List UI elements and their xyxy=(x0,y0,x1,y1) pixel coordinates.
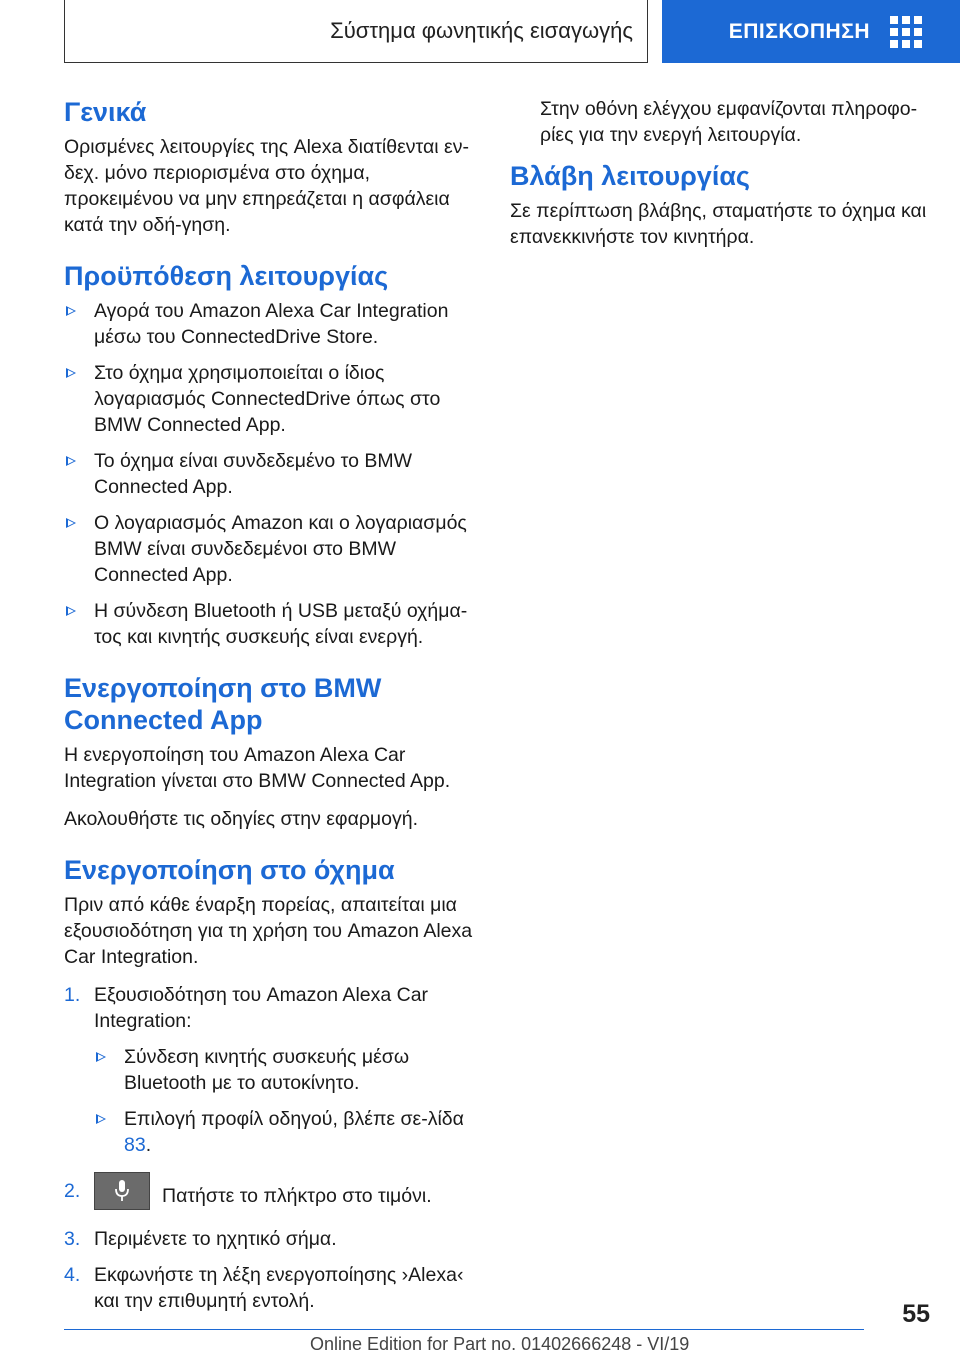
triangle-bullet-icon xyxy=(66,518,76,528)
section-activation-app xyxy=(64,672,482,832)
step-2: 2. Πατήστε το πλήκτρο στο τιμόνι. xyxy=(64,1178,482,1216)
list-item: Ο λογαριασμός Amazon και ο λογαριασμός BMW είναι συνδεδεμένοι στο BMW Connected App. xyxy=(64,510,482,588)
step-number: 3. xyxy=(64,1228,81,1250)
left-column xyxy=(64,96,482,1336)
step-list xyxy=(64,982,482,1314)
list-item: Η σύνδεση Bluetooth ή USB μεταξύ οχήμα-τος και κινητής συσκευής είναι ενεργή. xyxy=(64,598,482,650)
heading-prerequisites: Προϋπόθεση λειτουργίας xyxy=(64,261,389,291)
section-malfunction xyxy=(510,160,930,250)
prerequisite-list xyxy=(64,298,482,650)
step-1: 1. Εξουσιοδότηση του Amazon Alexa Car Integration: Σύνδεση κινητής συσκευής μέσω Bluetooth με το αυτοκίνητο. Επιλογή προφίλ οδηγού, βλέπε σε-λίδα 83. xyxy=(64,982,482,1158)
list-item: Το όχημα είναι συνδεδεμένο το BMW Connected App. xyxy=(64,448,482,500)
step-number: 2. xyxy=(64,1180,81,1202)
triangle-bullet-icon xyxy=(96,1114,106,1124)
triangle-bullet-icon xyxy=(66,456,76,466)
triangle-bullet-icon xyxy=(96,1052,106,1062)
microphone-icon xyxy=(94,1172,150,1210)
section-general xyxy=(64,96,482,238)
heading-malfunction: Βλάβη λειτουργίας xyxy=(510,161,750,191)
section-title: ΕΠΙΣΚΟΠΗΣΗ xyxy=(728,19,870,43)
triangle-bullet-icon xyxy=(66,306,76,316)
heading-activation-app: Ενεργοποίηση στο BMW Connected App xyxy=(64,673,382,735)
grid-icon[interactable] xyxy=(890,16,922,48)
section-prerequisites xyxy=(64,260,482,650)
heading-general: Γενικά xyxy=(64,97,147,127)
page-number: 55 xyxy=(902,1300,930,1328)
step-1-sublist xyxy=(94,1044,482,1158)
control-display-text: Στην οθόνη ελέγχου εμφανίζονται πληροφο-ρίες για την ενεργή λειτουργία. xyxy=(540,98,918,146)
triangle-bullet-icon xyxy=(66,368,76,378)
footer-divider xyxy=(64,1329,864,1330)
chapter-header xyxy=(64,0,648,63)
step-4: 4. Εκφωνήστε τη λέξη ενεργοποίησης ›Alexa‹ και την επιθυμητή εντολή. xyxy=(64,1264,464,1312)
page-link[interactable]: 83 xyxy=(124,1134,146,1156)
activation-app-text: Η ενεργοποίηση του Amazon Alexa Car Integration γίνεται στο BMW Connected App. xyxy=(64,744,451,792)
section-header[interactable] xyxy=(662,0,960,63)
chapter-title: Σύστημα φωνητικής εισαγωγής xyxy=(330,18,633,43)
list-item: Στο όχημα χρησιμοποιείται ο ίδιος λογαριασμός ConnectedDrive όπως στο BMW Connected App. xyxy=(64,360,482,438)
heading-activation-vehicle: Ενεργοποίηση στο όχημα xyxy=(64,855,395,885)
general-text: Ορισμένες λειτουργίες της Alexa διατίθενται εν-δεχ. μόνο περιορισμένα στο όχημα, προκειμένου να μην επηρεάζεται η ασφάλεια κατά την οδή-γηση. xyxy=(64,136,469,236)
right-column xyxy=(510,96,930,272)
list-item: Αγορά του Amazon Alexa Car Integration μέσω του ConnectedDrive Store. xyxy=(64,298,482,350)
edition-info: Online Edition for Part no. 01402666248 - VI/19 xyxy=(310,1334,690,1354)
malfunction-text: Σε περίπτωση βλάβης, σταματήστε το όχημα και επανεκκινήστε τον κινητήρα. xyxy=(510,200,927,248)
list-item: Σύνδεση κινητής συσκευής μέσω Bluetooth με το αυτοκίνητο. xyxy=(94,1044,482,1096)
activation-app-instructions: Ακολουθήστε τις οδηγίες στην εφαρμογή. xyxy=(64,808,419,830)
list-item: Επιλογή προφίλ οδηγού, βλέπε σε-λίδα 83. xyxy=(94,1106,482,1158)
triangle-bullet-icon xyxy=(66,606,76,616)
section-activation-vehicle xyxy=(64,854,482,1314)
activation-vehicle-text: Πριν από κάθε έναρξη πορείας, απαιτείται μια εξουσιοδότηση για τη χρήση του Amazon Alexa Car Integration. xyxy=(64,894,473,968)
step-3: 3. Περιμένετε το ηχητικό σήμα. xyxy=(64,1228,337,1250)
step-number: 1. xyxy=(64,984,81,1006)
step-number: 4. xyxy=(64,1264,81,1286)
